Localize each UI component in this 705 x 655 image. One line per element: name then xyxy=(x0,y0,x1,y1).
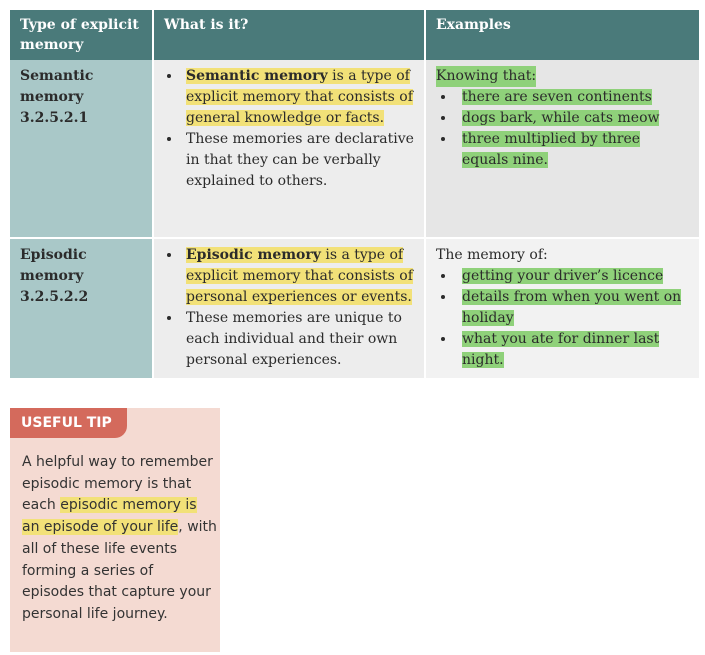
term-bold: Semantic memory xyxy=(186,68,328,84)
list-item xyxy=(456,329,689,371)
explicit-memory-table xyxy=(10,10,699,378)
examples-list xyxy=(436,266,689,371)
examples-intro: The memory of: xyxy=(436,247,548,263)
examples-cell-semantic xyxy=(425,60,699,238)
header-type: Type of explicit memory xyxy=(10,10,153,60)
list-item: • These memories are declarative in that they can be verbally explained to others. xyxy=(182,129,414,192)
what-list xyxy=(164,245,414,371)
tip-text-before: A helpful way to remember episodic memory is that each xyxy=(22,454,213,514)
header-examples: Examples xyxy=(425,10,699,60)
what-cell-semantic xyxy=(153,60,425,238)
definition-text: is a type of explicit memory that consists of personal experiences or events. xyxy=(186,247,413,305)
what-list xyxy=(164,66,414,192)
example-text: there are seven continents xyxy=(462,89,652,105)
term-bold: Episodic memory xyxy=(186,247,321,263)
useful-tip-box xyxy=(10,408,220,652)
definition-text: is a type of explicit memory that consists of general knowledge or facts. xyxy=(186,68,413,126)
list-item xyxy=(456,87,689,108)
table-row-episodic xyxy=(10,238,699,378)
list-item xyxy=(182,66,414,129)
table-row-semantic xyxy=(10,60,699,238)
type-cell-semantic: Semantic memory 3.2.5.2.1 xyxy=(10,60,153,238)
example-text: dogs bark, while cats meow xyxy=(462,110,660,126)
highlighted-definition xyxy=(186,247,413,305)
examples-intro: Knowing that: xyxy=(436,66,536,87)
example-text: details from when you went on holiday xyxy=(462,289,682,326)
list-item xyxy=(182,245,414,308)
tip-text-after: , with all of these life events forming a series of episodes that capture your personal life journey. xyxy=(22,519,217,622)
list-item xyxy=(456,129,689,171)
example-text: getting your driver’s licence xyxy=(462,268,664,284)
example-text: what you ate for dinner last night. xyxy=(462,331,660,368)
list-item: • These memories are unique to each individual and their own personal experiences. xyxy=(182,308,414,371)
examples-list xyxy=(436,87,689,171)
table-header-row xyxy=(10,10,699,60)
useful-tip-badge: USEFUL TIP xyxy=(10,408,127,438)
type-cell-episodic: Episodic memory 3.2.5.2.2 xyxy=(10,238,153,378)
example-text: three multiplied by three equals nine. xyxy=(462,131,641,168)
list-item xyxy=(456,108,689,129)
list-item xyxy=(456,266,689,287)
useful-tip-text xyxy=(22,452,217,626)
examples-cell-episodic xyxy=(425,238,699,378)
what-cell-episodic xyxy=(153,238,425,378)
tip-text-highlight: episodic memory is an episode of your life xyxy=(22,497,197,536)
highlighted-definition xyxy=(186,68,413,126)
header-what: What is it? xyxy=(153,10,425,60)
list-item xyxy=(456,287,689,329)
